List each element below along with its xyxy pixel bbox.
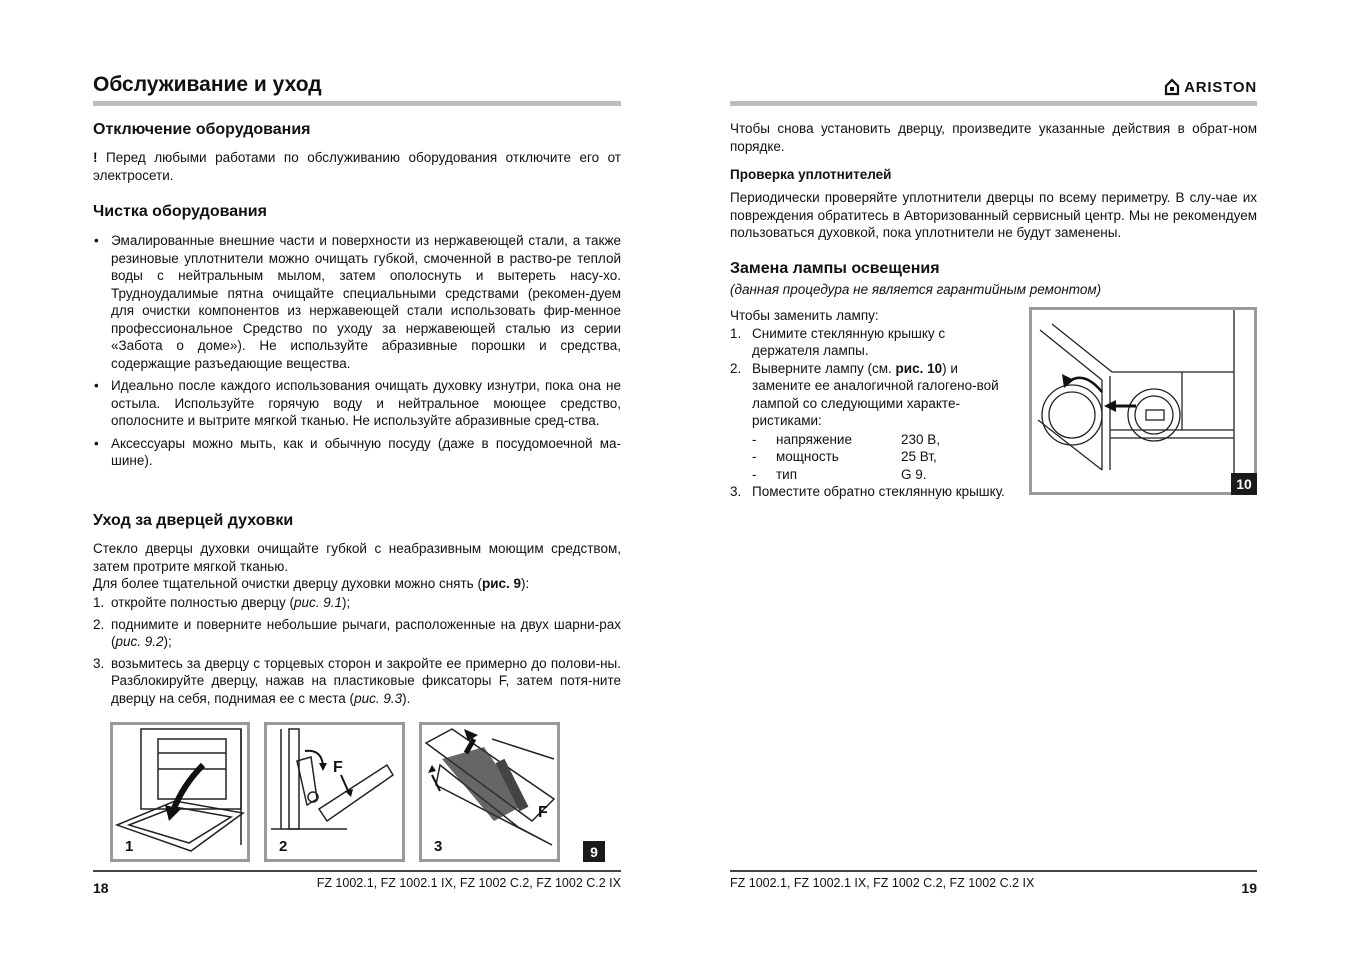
figure-9-1 (110, 722, 250, 862)
brand-logo (1164, 78, 1257, 96)
heading-seals: Проверка уплотнителей (730, 167, 892, 182)
door-para-2: Для более тщательной очистки дверцу духовки можно снять (рис. 9): (93, 576, 530, 591)
left-page (93, 0, 621, 954)
footer-divider (730, 870, 1257, 872)
list-item: 3. Поместите обратно стеклянную крышку. (730, 484, 1005, 499)
svg-text:F: F (538, 804, 548, 821)
list-item: 3. возьмитесь за дверцу с торцевых сторон и закройте ее примерно до полови-ны. Разблокируйте дверцу, нажав на пластиковые фиксаторы F, затем потя-ните дверцу на себя, поднимая ее с места (рис. 9.3). (93, 655, 621, 706)
page-title: Обслуживание и уход (93, 73, 322, 96)
page-number: 19 (1241, 880, 1257, 896)
lamp-specs (730, 431, 1005, 484)
heading-disconnect: Отключение оборудования (93, 121, 311, 138)
door-steps (93, 594, 621, 711)
figure-panel-label: 3 (434, 838, 443, 855)
list-item: 1. откройте полностью дверцу (рис. 9.1); (93, 595, 351, 610)
brand-name: ARISTON (1184, 78, 1257, 96)
list-item: 2. поднимите и поверните небольшие рычаги, расположенные на двух шарни-рах (рис. 9.2); (93, 616, 621, 649)
figure-9-3 (419, 722, 560, 862)
heading-door-care: Уход за дверцей духовки (93, 512, 294, 529)
seals-paragraph: Периодически проверяйте уплотнители дверцы по всему периметру. В слу-чае их повреждения обратитесь в Авторизованный сервисный центр. Мы не рекомендуем пользоваться духовкой, пока уплотнители не будут заменены. (730, 190, 1257, 240)
lamp-instructions: Чтобы заменить лампу: 1. Снимите стеклянную крышку с держателя лампы. 2. Выверните лампу (см. рис. 10) и замените ее аналогичной галогено-вой лампой со следующими характе-ристиками: - напряжение 230 В, - мощность 25 Вт, - тип G 9. 3. Поместите обратно стеклянную крышку. (730, 308, 1005, 499)
title-divider (730, 101, 1257, 106)
svg-text:F: F (333, 759, 343, 776)
door-reinstall-paragraph: Чтобы снова установить дверцу, произведите указанные действия в обрат-ном порядке. (730, 121, 1257, 154)
spec-row: - тип G 9. (752, 466, 927, 482)
door-para-1: Стекло дверцы духовки очищайте губкой с неабразивным моющим средством, затем протрите мягкой тканью. (93, 541, 621, 574)
spec-row: - напряжение 230 В, (752, 431, 941, 447)
footer-divider (93, 870, 621, 872)
figure-panel-label: 1 (125, 838, 134, 855)
figure-9-badge: 9 (583, 841, 605, 862)
figure-10 (1029, 307, 1257, 495)
list-item: 2. Выверните лампу (см. рис. 10) и замените ее аналогичной галогено-вой лампой со следующими характе-ристиками: (730, 360, 999, 428)
list-item: • Идеально после каждого использования очищать духовку изнутри, пока она не остыла. Используйте горячую воду и нейтральное моющее средство, ополосните и вытрите мягкой тканью. Не используйте абразивные сред-ства. (93, 377, 621, 430)
figure-9-2 (264, 722, 405, 862)
heading-cleaning: Чистка оборудования (93, 203, 267, 220)
model-list: FZ 1002.1, FZ 1002.1 IX, FZ 1002 C.2, FZ 1002 C.2 IX (316, 876, 621, 890)
lamp-replacement-illustration (1032, 310, 1254, 492)
cleaning-list (93, 232, 621, 475)
title-divider (93, 101, 621, 106)
lamp-note: (данная процедура не является гарантийным ремонтом) (730, 282, 1102, 297)
list-item: • Аксессуары можно мыть, как и обычную посуду (даже в посудомоечной ма-шине). (93, 435, 621, 470)
figure-panel-label: 2 (279, 838, 288, 855)
spec-row: - мощность 25 Вт, (752, 449, 937, 464)
warning-mark: ! (93, 150, 98, 165)
heading-lamp: Замена лампы освещения (730, 260, 940, 277)
right-page (730, 0, 1257, 954)
figure-10-badge: 10 (1231, 473, 1257, 495)
model-list: FZ 1002.1, FZ 1002.1 IX, FZ 1002 C.2, FZ 1002 C.2 IX (730, 876, 1035, 890)
disconnect-paragraph: ! Перед любыми работами по обслуживанию оборудования отключите его от электросети. (93, 150, 621, 183)
page-number: 18 (93, 880, 109, 896)
list-item: 1. Снимите стеклянную крышку с держателя лампы. (730, 325, 946, 358)
list-item: • Эмалированные внешние части и поверхности из нержавеющей стали, а также резиновые уплотнители можно очищать губкой, смоченной в раство-ре теплой воды с нейтральным мылом, затем ополоснуть и вытереть насу-хо. Трудноудалимые пятна очищайте специальными средствами (рекомен-дуем для очистки компонентов из нержавеющей стали использовать фир-менное профессиональное Средство по уходу за нержавеющей сталью из серии «Забота о доме»). Не используйте абразивные порошки и средства, содержащие разъедающие вещества. (93, 232, 621, 372)
house-logo-icon (1164, 78, 1180, 96)
